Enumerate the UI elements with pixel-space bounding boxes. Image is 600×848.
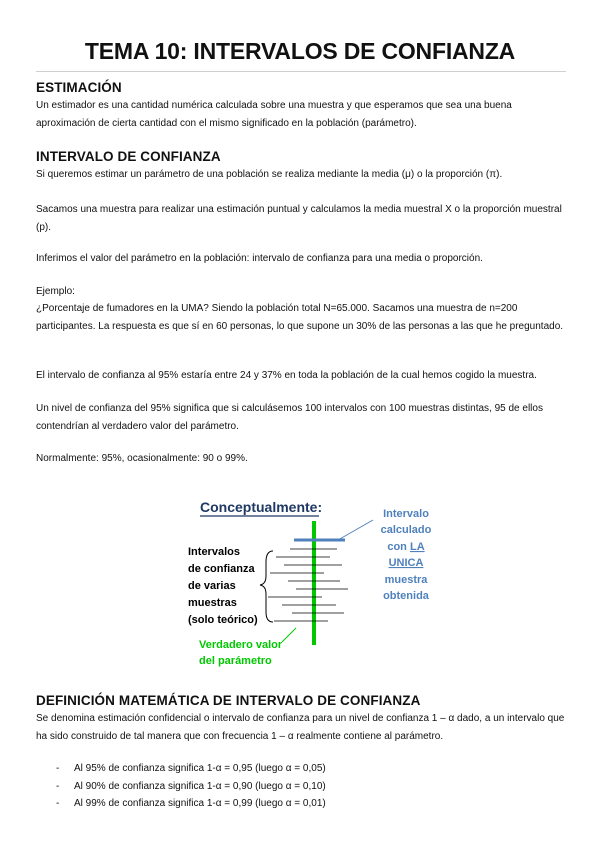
list-item-text: Al 99% de confianza significa 1-α = 0,99 (luego α = 0,01) <box>74 798 326 809</box>
right-label <box>381 508 432 602</box>
brace-icon <box>260 551 273 622</box>
right-label-line: muestra <box>384 574 428 586</box>
left-label-line: de confianza <box>188 563 255 575</box>
left-label-line: de varias <box>188 580 236 592</box>
right-label-underlined-word: LA <box>409 541 425 553</box>
left-label-line: (solo teórico) <box>188 614 258 626</box>
heading-intervalo: INTERVALO DE CONFIANZA <box>36 149 221 164</box>
dash-marker: - <box>56 763 60 774</box>
alpha-list <box>56 760 326 813</box>
left-label-line: muestras <box>188 597 237 609</box>
left-label <box>188 546 258 626</box>
heading-definicion: DEFINICIÓN MATEMÁTICA DE INTERVALO DE CONFIANZA <box>36 693 421 708</box>
intervalo-p3: Inferimos el valor del parámetro en la población: intervalo de confianza para una media o proporción. <box>36 253 483 264</box>
intervalo-p2: Sacamos una muestra para realizar una estimación puntual y calculamos la media muestral X o la proporción muestral (p). <box>36 204 562 233</box>
sample-intervals <box>268 549 348 621</box>
bottom-label <box>199 639 283 667</box>
heading-estimacion: ESTIMACIÓN <box>36 80 122 95</box>
right-label-line <box>387 541 424 553</box>
dash-marker: - <box>56 798 60 809</box>
right-label-line: obtenida <box>383 590 429 602</box>
list-item <box>56 778 326 796</box>
intervalo-p1: Si queremos estimar un parámetro de una población se realiza mediante la media (μ) o la proporción (π). <box>36 169 503 180</box>
intervalo-p4: El intervalo de confianza al 95% estaría entre 24 y 37% en toda la población de la cual hemos cogido la muestra. <box>36 370 537 381</box>
intervalo-p5: Un nivel de confianza del 95% significa que si calculásemos 100 intervalos con 100 muestras distintas, 95 de ellos contendrían al verdadero valor del parámetro. <box>36 403 543 432</box>
example-text: ¿Porcentaje de fumadores en la UMA? Siendo la población total N=65.000. Sacamos una muestra de n=200 participantes. La respuesta es que sí en 60 personas, lo que supone un 30% de las personas a las que he preguntado. <box>36 303 564 332</box>
page-title: TEMA 10: INTERVALOS DE CONFIANZA <box>84 38 516 64</box>
list-item-text: Al 90% de confianza significa 1-α = 0,90 (luego α = 0,10) <box>74 780 326 792</box>
definicion-body: Se denomina estimación confidencial o intervalo de confianza para un nivel de confianza 1 – α dado, a un intervalo que ha sido construido de tal manera que con frecuencia 1 – α realmente contiene al parámetro. <box>36 713 565 742</box>
bottom-label-line: Verdadero valor <box>199 639 283 651</box>
right-label-word: con <box>387 541 407 553</box>
estimacion-body: Un estimador es una cantidad numérica calculada sobre una muestra y que esperamos que sea una buena aproximación de cierta cantidad con el mismo significado en la población (parámetro). <box>36 100 512 129</box>
list-item-text: Al 95% de confianza significa 1-α = 0,95 (luego α = 0,05) <box>74 763 326 774</box>
bottom-label-line: del parámetro <box>199 655 272 667</box>
example-label: Ejemplo: <box>36 286 75 297</box>
figure-title: Conceptualmente: <box>200 499 323 515</box>
list-item <box>56 795 326 813</box>
right-label-line: Intervalo <box>383 508 429 520</box>
right-label-line: calculado <box>380 524 432 536</box>
callout-pointer <box>338 520 373 540</box>
list-item <box>56 760 326 778</box>
left-label-line: Intervalos <box>188 546 240 558</box>
intervalo-p6: Normalmente: 95%, ocasionalmente: 90 o 99%. <box>36 453 248 464</box>
right-label-line: UNICA <box>388 557 424 569</box>
parameter-pointer <box>282 628 296 642</box>
dash-marker: - <box>56 780 60 792</box>
